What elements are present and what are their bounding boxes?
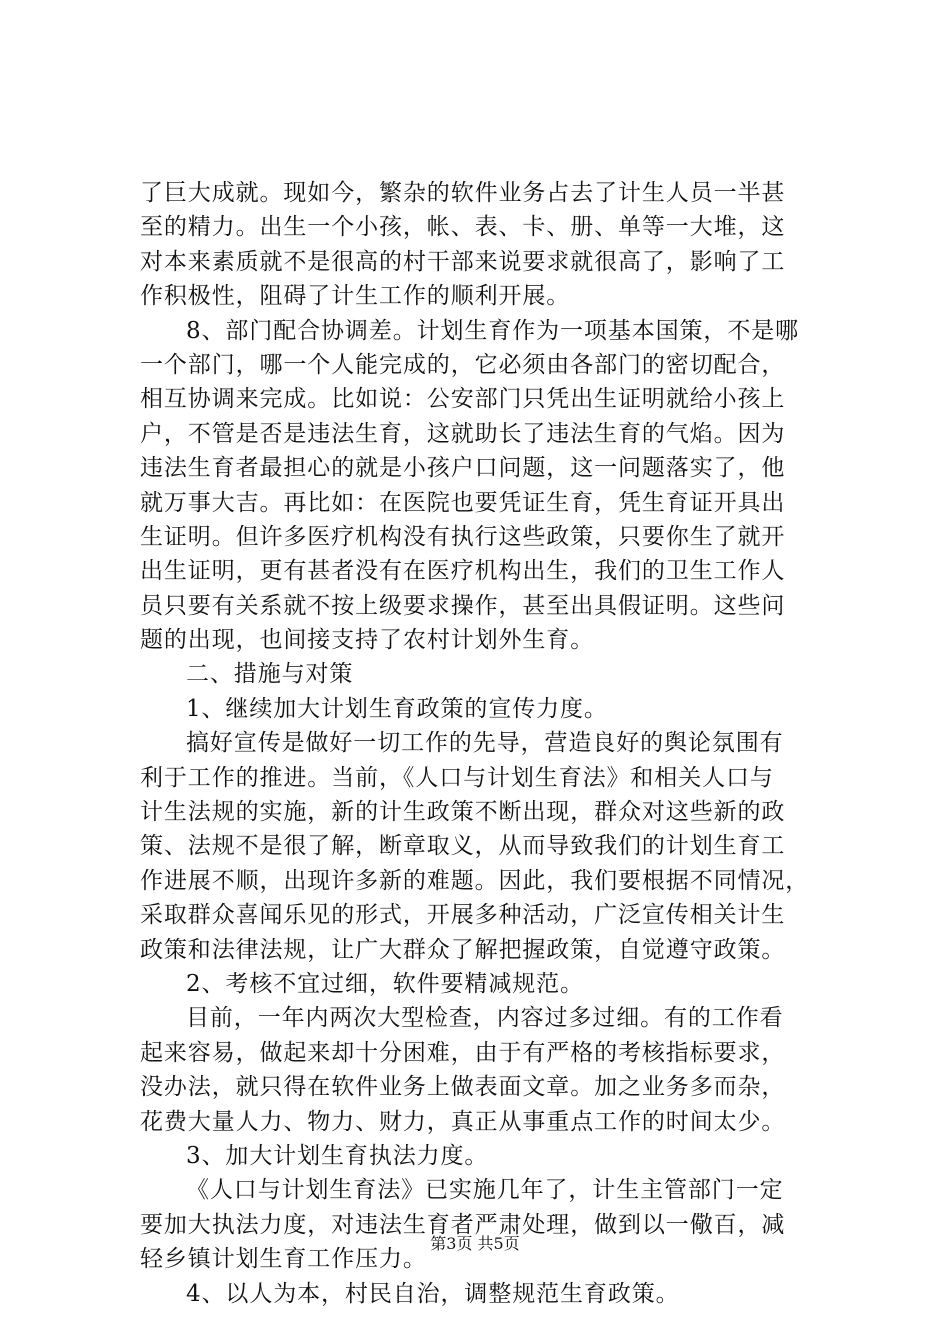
text-line: 没办法，就只得在软件业务上做表面文章。加之业务多而杂， (140, 1074, 786, 1101)
text-line: 轻乡镇计划生育工作压力。 (140, 1246, 427, 1273)
text-line: 至的精力。出生一个小孩，帐、表、卡、册、单等一大堆，这 (140, 214, 786, 241)
text-line: 2、考核不宜过细，软件要精减规范。 (186, 970, 584, 997)
text-line: 一个部门，哪一个人能完成的，它必须由各部门的密切配合， (140, 351, 786, 378)
text-line: 利于工作的推进。当前，《人口与计划生育法》和相关人口与 (140, 764, 774, 791)
text-line: 二、措施与对策 (186, 661, 354, 688)
text-line: 作进展不顺，出现许多新的难题。因此，我们要根据不同情况， (140, 867, 810, 894)
text-line: 对本来素质就不是很高的村干部来说要求就很高了，影响了工 (140, 248, 786, 275)
text-line: 违法生育者最担心的就是小孩户口问题，这一问题落实了，他 (140, 455, 786, 482)
text-line: 题的出现，也间接支持了农村计划外生育。 (140, 627, 595, 654)
text-line: 作积极性，阻碍了计生工作的顺利开展。 (140, 283, 571, 310)
text-line: 3、加大计划生育执法力度。 (186, 1142, 489, 1169)
page-footer: 第3页 共5页 (430, 1234, 520, 1253)
text-line: 就万事大吉。再比如：在医院也要凭证生育，凭生育证开具出 (140, 489, 786, 516)
text-line: 户，不管是否是违法生育，这就助长了违法生育的气焰。因为 (140, 420, 786, 447)
text-line: 计生法规的实施，新的计生政策不断出现，群众对这些新的政 (140, 799, 786, 826)
text-line: 搞好宣传是做好一切工作的先导，营造良好的舆论氛围有 (186, 730, 784, 757)
text-line: 1、继续加大计划生育政策的宣传力度。 (186, 695, 608, 722)
text-line: 4、以人为本，村民自治，调整规范生育政策。 (186, 1280, 680, 1307)
text-line: 员只要有关系就不按上级要求操作，甚至出具假证明。这些问 (140, 592, 786, 619)
text-line: 《人口与计划生育法》已实施几年了，计生主管部门一定 (186, 1177, 784, 1204)
text-line: 相互协调来完成。比如说：公安部门只凭出生证明就给小孩上 (140, 386, 786, 413)
text-line: 出生证明，更有甚者没有在医疗机构出生，我们的卫生工作人 (140, 558, 786, 585)
text-line: 花费大量人力、物力、财力，真正从事重点工作的时间太少。 (140, 1108, 786, 1135)
text-line: 8、部门配合协调差。计划生育作为一项基本国策，不是哪 (186, 317, 800, 344)
text-line: 起来容易，做起来却十分困难，由于有严格的考核指标要求， (140, 1039, 786, 1066)
text-line: 目前，一年内两次大型检查，内容过多过细。有的工作看 (186, 1005, 784, 1032)
text-line: 要加大执法力度，对违法生育者严肃处理，做到以一儆百，减 (140, 1211, 786, 1238)
text-line: 了巨大成就。现如今，繁杂的软件业务占去了计生人员一半甚 (140, 180, 786, 206)
text-line: 采取群众喜闻乐见的形式，开展多种活动，广泛宣传相关计生 (140, 902, 786, 929)
text-line: 生证明。但许多医疗机构没有执行这些政策，只要你生了就开 (140, 523, 786, 550)
text-line: 政策和法律法规，让广大群众了解把握政策，自觉遵守政策。 (140, 936, 786, 963)
body-text (140, 176, 830, 1311)
text-line: 策、法规不是很了解，断章取义，从而导致我们的计划生育工 (140, 833, 786, 860)
